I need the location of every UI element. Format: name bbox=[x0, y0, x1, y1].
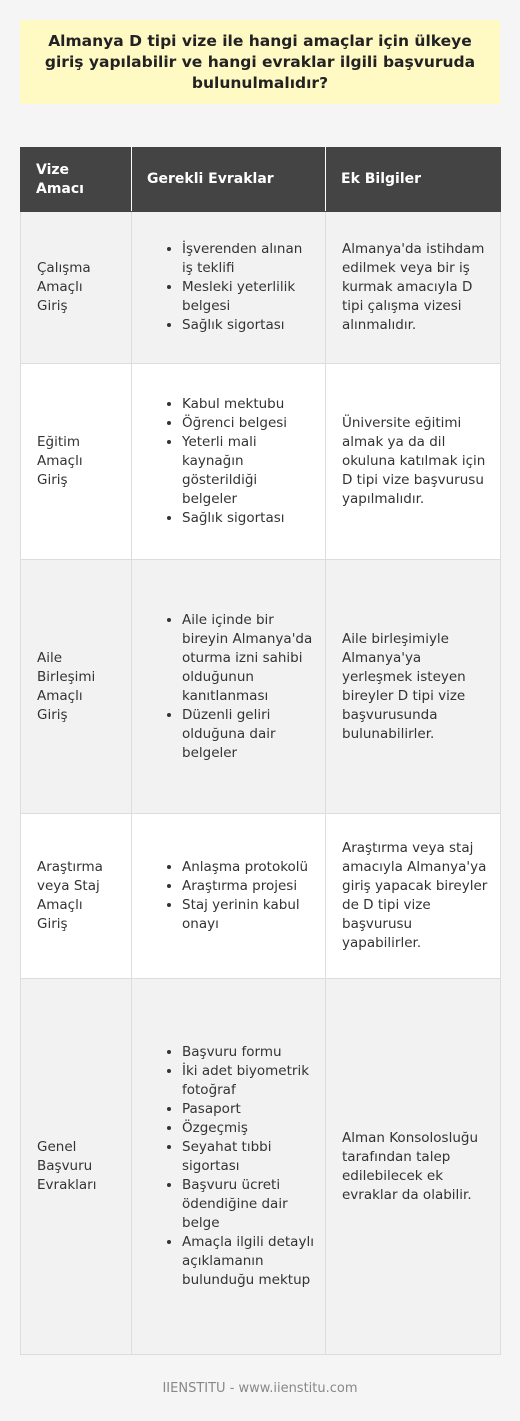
document-item: • Kabul mektubu bbox=[182, 395, 315, 414]
documents-cell bbox=[132, 560, 326, 814]
documents-list bbox=[160, 240, 315, 335]
document-item: • Sağlık sigortası bbox=[182, 509, 315, 528]
document-item: • İki adet biyometrik fotoğraf bbox=[182, 1062, 315, 1100]
document-item: • Başvuru ücreti ödendiğine dair belge bbox=[182, 1176, 315, 1233]
purpose-cell: Aile Birleşimi Amaçlı Giriş bbox=[21, 560, 132, 814]
info-cell: Almanya'da istihdam edilmek veya bir iş kurmak amacıyla D tipi çalışma vizesi alınmalıdır. bbox=[326, 212, 501, 364]
document-item: • Anlaşma protokolü bbox=[182, 858, 315, 877]
table-row bbox=[21, 979, 501, 1355]
info-cell: Alman Konsolosluğu tarafından talep edilebilecek ek evraklar da olabilir. bbox=[326, 979, 501, 1355]
document-item: • Sağlık sigortası bbox=[182, 316, 315, 335]
table-row bbox=[21, 364, 501, 560]
visa-table bbox=[20, 147, 501, 1355]
documents-cell bbox=[132, 364, 326, 560]
documents-list bbox=[160, 395, 315, 528]
info-cell: Aile birleşimiyle Almanya'ya yerleşmek isteyen bireyler D tipi vize başvurusunda bulunabilirler. bbox=[326, 560, 501, 814]
info-cell: Araştırma veya staj amacıyla Almanya'ya giriş yapacak bireyler de D tipi vize başvurusu yapabilirler. bbox=[326, 814, 501, 979]
purpose-cell: Araştırma veya Staj Amaçlı Giriş bbox=[21, 814, 132, 979]
purpose-cell: Çalışma Amaçlı Giriş bbox=[21, 212, 132, 364]
document-item: • Özgeçmiş bbox=[182, 1119, 315, 1138]
document-item: • İşverenden alınan iş teklifi bbox=[182, 240, 315, 278]
column-header-documents: Gerekli Evraklar bbox=[132, 148, 326, 212]
documents-list bbox=[160, 1043, 315, 1290]
footer-text[interactable]: IIENSTITU - www.iienstitu.com bbox=[162, 1381, 358, 1396]
document-item: • Düzenli geliri olduğuna dair belgeler bbox=[182, 706, 315, 763]
document-item: • Başvuru formu bbox=[182, 1043, 315, 1062]
document-item: • Öğrenci belgesi bbox=[182, 414, 315, 433]
page-title: Almanya D tipi vize ile hangi amaçlar için ülkeye giriş yapılabilir ve hangi evraklar ilgili başvuruda bulunulmalıdır? bbox=[44, 31, 476, 92]
document-item: • Staj yerinin kabul onayı bbox=[182, 896, 315, 934]
table-row bbox=[21, 212, 501, 364]
documents-list bbox=[160, 611, 315, 763]
purpose-cell: Genel Başvuru Evrakları bbox=[21, 979, 132, 1355]
document-item: • Seyahat tıbbi sigortası bbox=[182, 1138, 315, 1176]
table-row bbox=[21, 814, 501, 979]
column-header-info: Ek Bilgiler bbox=[326, 148, 501, 212]
table-header-row bbox=[21, 148, 501, 212]
document-item: • Pasaport bbox=[182, 1100, 315, 1119]
document-item: • Amaçla ilgili detaylı açıklamanın bulunduğu mektup bbox=[182, 1233, 315, 1290]
table-row bbox=[21, 560, 501, 814]
documents-cell bbox=[132, 979, 326, 1355]
document-item: • Mesleki yeterlilik belgesi bbox=[182, 278, 315, 316]
documents-cell bbox=[132, 212, 326, 364]
document-item: • Yeterli mali kaynağın gösterildiği belgeler bbox=[182, 433, 315, 509]
document-item: • Araştırma projesi bbox=[182, 877, 315, 896]
documents-list bbox=[160, 858, 315, 934]
info-cell: Üniversite eğitimi almak ya da dil okuluna katılmak için D tipi vize başvurusu yapılmalıdır. bbox=[326, 364, 501, 560]
document-item: • Aile içinde bir bireyin Almanya'da oturma izni sahibi olduğunun kanıtlanması bbox=[182, 611, 315, 706]
documents-cell bbox=[132, 814, 326, 979]
title-banner bbox=[20, 20, 500, 104]
purpose-cell: Eğitim Amaçlı Giriş bbox=[21, 364, 132, 560]
column-header-purpose: Vize Amacı bbox=[21, 148, 132, 212]
